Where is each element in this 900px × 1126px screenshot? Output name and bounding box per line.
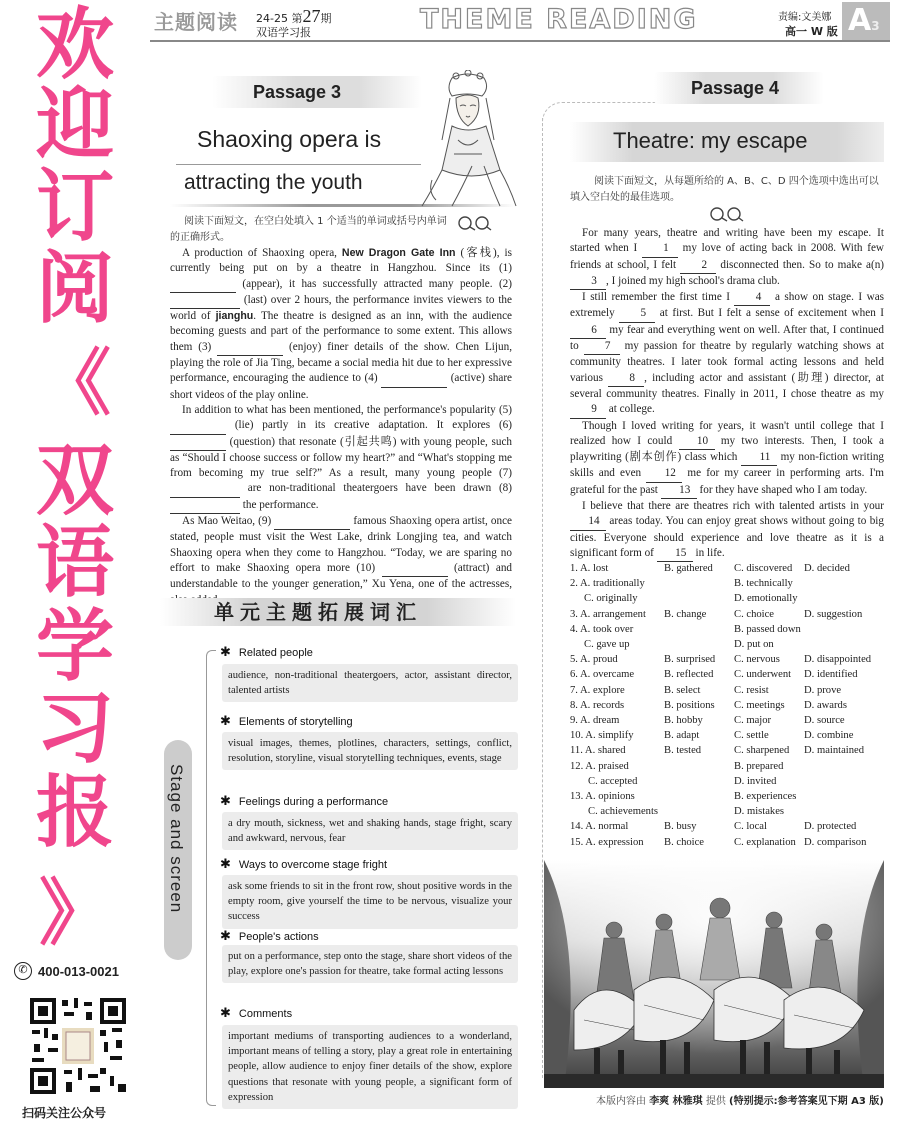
promo-char: 阅 bbox=[35, 244, 114, 334]
column-label: 主题阅读 bbox=[154, 10, 238, 34]
issue-number: 27 bbox=[302, 6, 321, 26]
option-d[interactable]: D. identified bbox=[804, 669, 858, 681]
option-a[interactable]: 3. A. arrangement bbox=[570, 608, 646, 620]
theme-banner: THEME READING bbox=[420, 4, 698, 35]
stage-photo-graphic bbox=[544, 860, 884, 1088]
blank-slot[interactable]: 2 bbox=[680, 258, 716, 274]
option-b[interactable]: B. technically bbox=[734, 578, 793, 590]
pen-icon bbox=[708, 205, 744, 223]
option-d[interactable]: D. protected bbox=[804, 821, 857, 833]
phone-number: 400-013-0021 bbox=[38, 963, 119, 979]
column-divider bbox=[542, 118, 543, 1078]
option-c[interactable]: C. choice bbox=[734, 608, 775, 620]
option-a[interactable]: 12. A. praised bbox=[570, 760, 629, 772]
option-d[interactable]: D. mistakes bbox=[734, 806, 785, 818]
blank-input[interactable] bbox=[170, 277, 236, 293]
option-c[interactable]: C. local bbox=[734, 821, 767, 833]
option-c[interactable]: C. major bbox=[734, 715, 772, 726]
option-d[interactable]: D. combine bbox=[804, 730, 854, 742]
option-d[interactable]: D. emotionally bbox=[734, 593, 798, 605]
vocab-section-text: ask some friends to sit in the front row, shout positive words in the empty room, give yourself the time to be nervous, visualize your success bbox=[222, 875, 518, 929]
issue-info: 24-25 第27期 bbox=[256, 6, 332, 26]
passage4-para1: For many years, theatre and writing have been my escape. It started when I 1 my love of acting back in 2008. With few friends at school, I felt 2 disconnected then. So to make a(n) 3 , I joined my high school's drama club. bbox=[570, 226, 884, 290]
option-c[interactable]: C. achievements bbox=[588, 806, 659, 818]
passage4-body bbox=[570, 226, 884, 562]
opera-performer-illustration bbox=[412, 70, 522, 208]
option-d[interactable]: D. prove bbox=[804, 684, 842, 696]
blank-slot[interactable]: 8 bbox=[608, 371, 644, 387]
page-header bbox=[150, 0, 900, 42]
vocab-section-heading: ✱ Related people bbox=[220, 644, 313, 659]
option-d[interactable]: D. awards bbox=[804, 699, 847, 711]
passage3-body bbox=[170, 246, 512, 608]
asterisk-icon: ✱ bbox=[220, 713, 231, 728]
option-b[interactable]: B. experiences bbox=[734, 791, 797, 802]
asterisk-icon: ✱ bbox=[220, 644, 231, 659]
passage4-instruction: 阅读下面短文，从每题所给的 A、B、C、D 四个选项中选出可以填入空白处的最佳选项。 bbox=[570, 176, 879, 203]
asterisk-icon: ✱ bbox=[220, 793, 231, 808]
pen-icon bbox=[456, 214, 492, 232]
blank-input[interactable] bbox=[170, 435, 226, 451]
promo-char: 欢 bbox=[35, 0, 114, 90]
blank-slot[interactable]: 15 bbox=[657, 546, 693, 562]
passage3-para2: In addition to what has been mentioned, the performance's popularity (5) (lie) partly in its creative adaptation. It explores (6) (question) that resonate (引起共鸣) with young people, such as “Should I choose success or follow my heart?” and “What's stopping me from becoming my true self?” As a result, many young people (7) are non-traditional theatergoers have been drawn (8) the performance. bbox=[170, 403, 512, 514]
qr-code-graphic bbox=[30, 998, 126, 1094]
blank-slot[interactable]: 4 bbox=[734, 290, 770, 306]
option-a[interactable]: 1. A. lost bbox=[570, 563, 609, 574]
blank-slot[interactable]: 11 bbox=[741, 450, 777, 466]
option-b[interactable]: B. positions bbox=[664, 699, 715, 711]
passage3-label: Passage 3 bbox=[253, 82, 342, 102]
option-b[interactable]: B. change bbox=[664, 608, 707, 620]
blank-input[interactable] bbox=[217, 340, 283, 356]
option-c[interactable]: C. explanation bbox=[734, 836, 796, 848]
option-b[interactable]: B. prepared bbox=[734, 760, 784, 772]
options-list bbox=[570, 561, 884, 857]
asterisk-icon: ✱ bbox=[220, 1005, 231, 1020]
passage3-title-line1: Shaoxing opera is bbox=[197, 126, 382, 152]
vocab-section-heading: ✱ Ways to overcome stage fright bbox=[220, 856, 388, 871]
blank-slot[interactable]: 7 bbox=[584, 339, 620, 355]
promo-char: 订 bbox=[35, 162, 114, 252]
option-a[interactable]: 5. A. proud bbox=[570, 654, 618, 666]
promo-char: 语 bbox=[35, 518, 114, 608]
qr-code[interactable] bbox=[30, 998, 126, 1094]
passage3-instruction: 阅读下面短文，在空白处填入 1 个适当的单词或括号内单词的正确形式。 bbox=[170, 216, 447, 243]
pen-icon-graphic bbox=[708, 205, 744, 223]
passage3-para1: A production of Shaoxing opera, New Dragon Gate Inn (客栈), is currently being put on by a theatre in Hangzhou. Since its (1) (appear), it has successfully attracted many people. (2) (last) over 2 hours, the performance invites viewers to the world of jianghu. The theatre is designed as an inn, with the audience becoming guests and part of the performance to some extent. This allows them (3) (enjoy) finer details of the show. Chen Lijun, playing the role of Jia Ting, became a social media hit due to her expressive performance, encouraging the audience to (4) (active) share short videos of the play online. bbox=[170, 247, 513, 401]
qr-caption: 扫码关注公众号 bbox=[22, 1106, 107, 1120]
footer-authors: 李爽 林雅琪 bbox=[649, 1096, 703, 1107]
edition: 高一 W 版 bbox=[785, 25, 838, 38]
asterisk-icon: ✱ bbox=[220, 856, 231, 871]
vocab-title: 单元主题拓展词汇 bbox=[214, 600, 422, 624]
option-c[interactable]: C. resist bbox=[734, 684, 769, 696]
vocab-section-text: audience, non-traditional theatergoers, actor, assistant director, talented artists bbox=[222, 664, 518, 702]
promo-char: 《 bbox=[38, 341, 111, 425]
option-a[interactable]: 8. A. records bbox=[570, 699, 625, 711]
vocab-section-heading: ✱ Elements of storytelling bbox=[220, 713, 353, 728]
passage3-para3: As Mao Weitao, (9) famous Shaoxing opera artist, once stated, people must visit the West Lake, drink Longjing tea, and watch Shaoxing opera when they come to Hangzhou. “Today, we are sparing no effort to make Shaoxing opera more (10) (attract) and understandable to the younger generation,” Xu Yena, one of the actresses, bbox=[170, 515, 513, 591]
option-b[interactable]: B. tested bbox=[664, 745, 702, 757]
vocab-section-heading: ✱ Feelings during a performance bbox=[220, 793, 389, 808]
editor: 责编:文美娜 bbox=[778, 12, 832, 23]
vocab-section-heading: ✱ People's actions bbox=[220, 928, 319, 943]
option-b[interactable]: B. choice bbox=[664, 836, 705, 848]
blank-input[interactable] bbox=[381, 371, 447, 387]
passage4-para3: Though I loved writing for years, it wasn't until college that I realized how I could 10 my two interests. Then, I took a playwriting (剧本创作) class which 11 my non-fiction writing skills and even 12 me for my career in performing arts. I'm grateful for the past 13 for they have shaped who I am today. bbox=[570, 419, 884, 499]
promo-char: 双 bbox=[35, 436, 114, 526]
phone-row bbox=[14, 962, 144, 982]
option-d[interactable]: D. source bbox=[804, 715, 845, 726]
option-b[interactable]: B. select bbox=[664, 684, 701, 696]
option-d[interactable]: D. invited bbox=[734, 775, 777, 787]
option-b[interactable]: B. passed down bbox=[734, 623, 801, 635]
vocab-bracket bbox=[206, 650, 216, 1106]
option-d[interactable]: D. comparison bbox=[804, 836, 867, 848]
option-b[interactable]: B. gathered bbox=[664, 563, 713, 574]
promo-char: 报 bbox=[35, 768, 114, 858]
option-a[interactable]: 9. A. dream bbox=[570, 715, 620, 726]
footer-tip: (特别提示:参考答案见下期 A3 版) bbox=[729, 1096, 884, 1107]
promo-column bbox=[0, 0, 150, 1126]
blank-input[interactable] bbox=[170, 498, 240, 514]
page-footer: 本版内容由 李爽 林雅琪 提供 (特别提示:参考答案见下期 A3 版) bbox=[596, 1096, 884, 1107]
option-c[interactable]: C. settle bbox=[734, 730, 769, 742]
blank-slot[interactable]: 6 bbox=[570, 323, 606, 339]
option-d[interactable]: D. decided bbox=[804, 563, 850, 574]
option-c[interactable]: C. accepted bbox=[588, 775, 638, 787]
option-c[interactable]: C. sharpened bbox=[734, 745, 790, 757]
blank-slot[interactable]: 14 bbox=[570, 514, 606, 530]
passage4-title: Theatre: my escape bbox=[613, 128, 808, 153]
blank-slot[interactable]: 12 bbox=[646, 466, 682, 482]
option-b[interactable]: B. busy bbox=[664, 821, 697, 833]
option-c[interactable]: C. discovered bbox=[734, 563, 793, 574]
stage-performance-photo bbox=[544, 860, 884, 1088]
option-c[interactable]: C. nervous bbox=[734, 654, 780, 666]
option-c[interactable]: C. originally bbox=[584, 593, 638, 605]
blank-input[interactable] bbox=[274, 514, 350, 530]
vocab-section-heading: ✱ Comments bbox=[220, 1005, 293, 1020]
option-a[interactable]: 13. A. opinions bbox=[570, 791, 635, 802]
blank-slot[interactable]: 1 bbox=[642, 241, 678, 257]
option-b[interactable]: B. adapt bbox=[664, 730, 700, 742]
option-a[interactable]: 11. A. shared bbox=[570, 745, 626, 757]
passage4-label: Passage 4 bbox=[691, 78, 780, 98]
blank-slot[interactable]: 9 bbox=[570, 402, 606, 418]
option-a[interactable]: 15. A. expression bbox=[570, 836, 644, 848]
page-code: A3 bbox=[842, 2, 890, 40]
option-a[interactable]: 4. A. took over bbox=[570, 623, 634, 635]
option-c[interactable]: C. meetings bbox=[734, 699, 785, 711]
option-a[interactable]: 10. A. simplify bbox=[570, 730, 634, 742]
pen-icon-graphic bbox=[456, 214, 492, 232]
promo-char: 》 bbox=[38, 871, 111, 955]
passage3-title-line2: attracting the youth bbox=[184, 171, 363, 194]
passage4-para2: I still remember the first time I 4 a show on stage. I was extremely 5 at first. But I felt a sense of excitement when I 6 my fear and everything went on well. After that, I continued to 7 my passion for theatre by regularly watching shows at community theatres. I later took formal acting lessons and held various 8 , including actor and assistant (助理) director, at several community theatres. Finally in 2011, I chose theatre as my 9 at college. bbox=[570, 290, 884, 418]
blank-slot[interactable]: 3 bbox=[570, 274, 606, 290]
option-b[interactable]: B. surprised bbox=[664, 654, 716, 666]
phone-icon: ✆ bbox=[14, 962, 32, 980]
vocab-side-label: Stage and screen bbox=[167, 764, 186, 914]
option-d[interactable]: D. disappointed bbox=[804, 654, 872, 666]
blank-slot[interactable]: 10 bbox=[679, 434, 715, 450]
vocab-section-text: a dry mouth, sickness, wet and shaking hands, stage fright, scary and awkward, nervous, fear bbox=[222, 812, 518, 850]
blank-input[interactable] bbox=[170, 293, 240, 309]
option-d[interactable]: D. suggestion bbox=[804, 608, 863, 620]
opera-performer-graphic bbox=[412, 70, 522, 208]
blank-slot[interactable]: 5 bbox=[619, 306, 655, 322]
header-rule bbox=[150, 40, 890, 42]
option-a[interactable]: 14. A. normal bbox=[570, 821, 629, 833]
option-a[interactable]: 2. A. traditionally bbox=[570, 578, 645, 590]
blank-input[interactable] bbox=[170, 481, 240, 497]
option-b[interactable]: B. hobby bbox=[664, 715, 703, 726]
option-c[interactable]: C. gave up bbox=[584, 639, 630, 650]
promo-char: 习 bbox=[35, 684, 114, 774]
promo-char: 学 bbox=[35, 602, 114, 692]
option-b[interactable]: B. reflected bbox=[664, 669, 714, 681]
blank-input[interactable] bbox=[170, 418, 226, 434]
blank-input[interactable] bbox=[382, 561, 448, 577]
option-c[interactable]: C. underwent bbox=[734, 669, 792, 681]
vocab-section-text: important mediums of transporting audiences to a wonderland, important means of telling a story, play a great role in entertaining people, allow audience to enjoy finer details of the show, explore questions that resonate with young people, a significant form of expression bbox=[222, 1025, 518, 1109]
blank-slot[interactable]: 13 bbox=[661, 483, 697, 499]
vocab-section-text: put on a performance, step onto the stage, share short videos of the play, explore one's passion for theatre, take formal acting lessons bbox=[222, 945, 518, 983]
promo-char: 迎 bbox=[35, 80, 114, 170]
vocab-section-text: visual images, themes, plotlines, characters, settings, conflict, resolution, storyline, visual storytelling techniques, events, stage bbox=[222, 732, 518, 770]
passage4-para4: I believe that there are theatres rich with talented artists in your 14 areas today. You can enjoy great shows without going to big cities. Everyone should experience and love theatre as it is a significant form of 15 in life. bbox=[570, 499, 884, 562]
passage3-title-underline bbox=[176, 164, 421, 165]
option-d[interactable]: D. put on bbox=[734, 639, 774, 650]
asterisk-icon: ✱ bbox=[220, 928, 231, 943]
option-a[interactable]: 6. A. overcame bbox=[570, 669, 635, 681]
option-a[interactable]: 7. A. explore bbox=[570, 684, 625, 696]
paper-name: 双语学习报 bbox=[256, 26, 311, 39]
option-d[interactable]: D. maintained bbox=[804, 745, 865, 757]
